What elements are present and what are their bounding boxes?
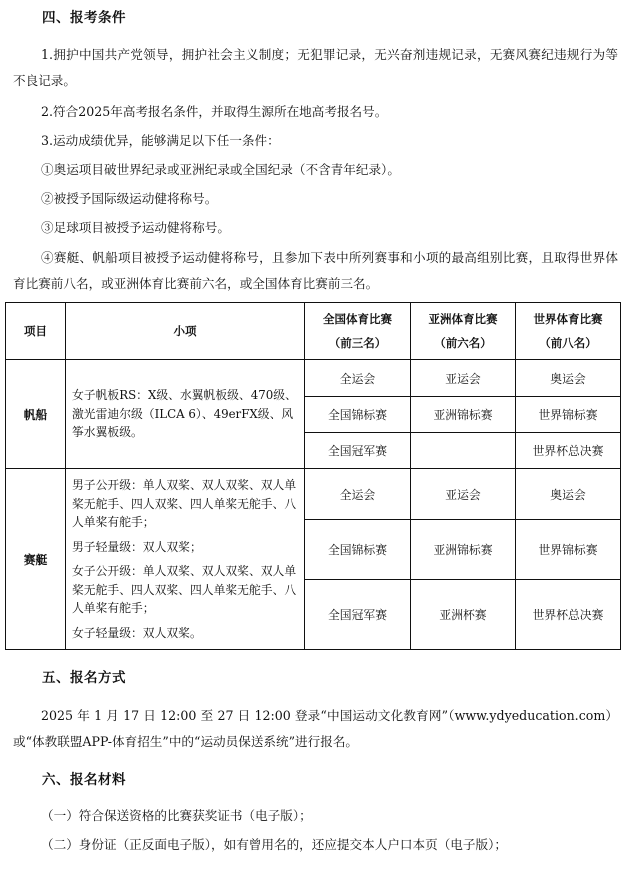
rowing-world-3: 世界杯总决赛 <box>516 580 621 650</box>
sailing-project: 帆船 <box>6 360 66 469</box>
rowing-world-2: 世界锦标赛 <box>516 520 621 580</box>
rowing-national-3: 全国冠军赛 <box>305 580 411 650</box>
section5-heading: 五、报名方式 <box>42 670 126 686</box>
sailing-asian-2: 亚洲锦标赛 <box>411 397 516 433</box>
rowing-item-1: 男子公开级：单人双桨、双人双桨、双人单桨无舵手、四人双桨、四人单桨无舵手、八人单桨有舵手； <box>72 478 297 529</box>
section4-heading: 四、报考条件 <box>42 10 126 26</box>
header-asian: 亚洲体育比赛 （前六名） <box>411 303 516 360</box>
rowing-items <box>66 469 305 650</box>
condition-sub-1: ①奥运项目破世界纪录或亚洲纪录或全国纪录（不含青年纪录）。 <box>41 162 400 177</box>
rowing-asian-3: 亚洲杯赛 <box>411 580 516 650</box>
material-item-2: （二）身份证（正反面电子版），如有曾用名的，还应提交本人户口本页（电子版）； <box>41 837 507 852</box>
table-row <box>6 360 621 397</box>
rowing-world-1: 奥运会 <box>516 469 621 520</box>
rowing-item-3: 女子公开级：单人双桨、双人双桨、双人单桨无舵手、四人双桨、四人单桨无舵手、八人单桨有舵手； <box>72 564 297 615</box>
condition-sub-4: ④赛艇、帆船项目被授予运动健将称号，且参加下表中所列赛事和小项的最高组别比赛，且取得世界体育比赛前八名，或亚洲体育比赛前六名，或全国体育比赛前三名。 <box>13 250 618 291</box>
sailing-national-2: 全国锦标赛 <box>305 397 411 433</box>
condition-sub-3: ③足球项目被授予运动健将称号。 <box>41 220 230 235</box>
condition-item-2: 2.符合2025年高考报名条件，并取得生源所在地高考报名号。 <box>41 104 388 119</box>
material-item-1: （一）符合保送资格的比赛获奖证书（电子版）； <box>41 808 312 823</box>
header-project: 项目 <box>6 303 66 360</box>
condition-sub-2: ②被授予国际级运动健将称号。 <box>41 191 218 206</box>
table-header-row <box>6 303 621 360</box>
condition-item-1: 1.拥护中国共产党领导，拥护社会主义制度；无犯罪记录，无兴奋剂违规记录，无赛风赛纪违规行为等不良记录。 <box>13 47 618 88</box>
sailing-world-3: 世界杯总决赛 <box>516 433 621 469</box>
header-world: 世界体育比赛 （前八名） <box>516 303 621 360</box>
sailing-national-3: 全国冠军赛 <box>305 433 411 469</box>
header-national: 全国体育比赛 （前三名） <box>305 303 411 360</box>
section6-heading: 六、报名材料 <box>42 772 126 788</box>
sailing-national-1: 全运会 <box>305 360 411 397</box>
rowing-project: 赛艇 <box>6 469 66 650</box>
rowing-item-4: 女子轻量级：双人双桨。 <box>72 625 202 640</box>
header-sub-item: 小项 <box>66 303 305 360</box>
sailing-asian-1: 亚运会 <box>411 360 516 397</box>
sailing-world-1: 奥运会 <box>516 360 621 397</box>
rowing-national-1: 全运会 <box>305 469 411 520</box>
sailing-world-2: 世界锦标赛 <box>516 397 621 433</box>
rowing-national-2: 全国锦标赛 <box>305 520 411 580</box>
sailing-asian-3 <box>411 433 516 469</box>
table-row <box>6 469 621 520</box>
rowing-asian-1: 亚运会 <box>411 469 516 520</box>
rowing-asian-2: 亚洲锦标赛 <box>411 520 516 580</box>
registration-method: 2025 年 1 月 17 日 12:00 至 27 日 12:00 登录“中国运动文化教育网”（www.ydyeducation.com）或“体教联盟APP-体育招生”中的“运动员保送系统”进行报名。 <box>13 708 618 749</box>
sailing-items: 女子帆板RS：X级、水翼帆板级、470级、激光雷迪尔级（ILCA 6）、49erFX级、风筝水翼板级。 <box>66 360 305 469</box>
condition-item-3: 3.运动成绩优异，能够满足以下任一条件： <box>41 133 280 148</box>
rowing-item-2: 男子轻量级：双人双桨； <box>72 539 202 554</box>
eligibility-table <box>5 302 621 650</box>
